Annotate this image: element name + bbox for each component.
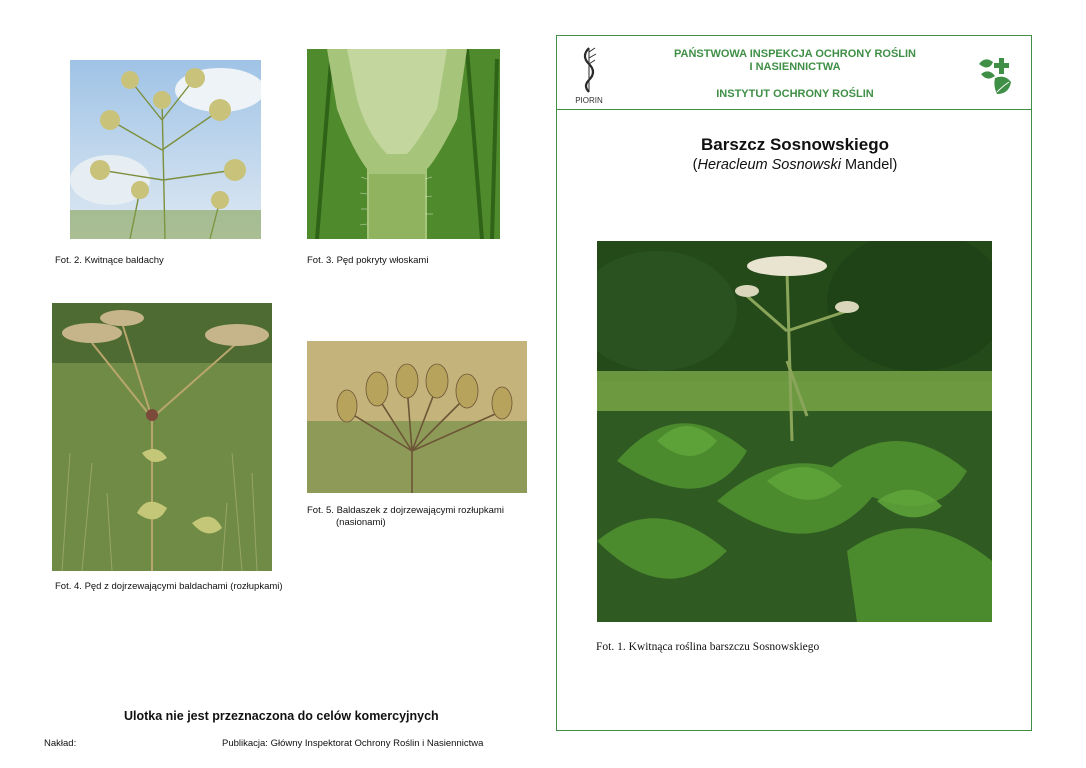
photo-umbellet-seeds: [307, 341, 527, 493]
latin-name-rest: Mandel): [840, 157, 898, 173]
page-title: Barszcz Sosnowskiego: [700, 135, 889, 154]
non-commercial-notice: Ulotka nie jest przeznaczona do celów komercyjnych: [124, 709, 439, 723]
cover-panel: [556, 35, 1032, 731]
photo-flowering-umbels: [70, 60, 261, 239]
institute-name: INSTYTUT OCHRONY ROŚLIN: [716, 88, 874, 100]
ior-leaf-cross-icon: [975, 54, 1015, 96]
org-name-line1: PAŃSTWOWA INSPEKCJA OCHRONY ROŚLIN: [673, 48, 917, 60]
caption-fot5-line1: Fot. 5. Baldaszek z dojrzewającymi rozłupkami: [307, 505, 504, 516]
naklad-label: Nakład:: [44, 738, 77, 749]
caption-fot4: Fot. 4. Pęd z dojrzewającymi baldachami (rozłupkami): [55, 581, 283, 592]
latin-name-italic: Heracleum Sosnowski: [697, 157, 841, 173]
photo-flowering-plant: [597, 241, 992, 622]
caption-fot5-line2: (nasionami): [336, 517, 386, 528]
photo-hairy-stem: [307, 49, 500, 239]
piorin-logo-text: PIORIN: [575, 96, 603, 105]
caption-fot3: Fot. 3. Pęd pokryty włoskami: [307, 255, 429, 266]
publication-info: Publikacja: Główny Inspektorat Ochrony Roślin i Nasiennictwa: [222, 738, 484, 749]
latin-name-open: (: [692, 157, 698, 173]
caption-fot2: Fot. 2. Kwitnące baldachy: [55, 255, 164, 266]
photo-stem-ripening-umbels: [52, 303, 272, 571]
header-divider: [557, 109, 1031, 110]
ior-logo: [975, 54, 1015, 96]
latin-name: [557, 157, 1033, 173]
caption-fot1: Fot. 1. Kwitnąca roślina barszczu Sosnowskiego: [596, 641, 820, 653]
org-name-line2: I NASIENNICTWA: [749, 61, 841, 73]
